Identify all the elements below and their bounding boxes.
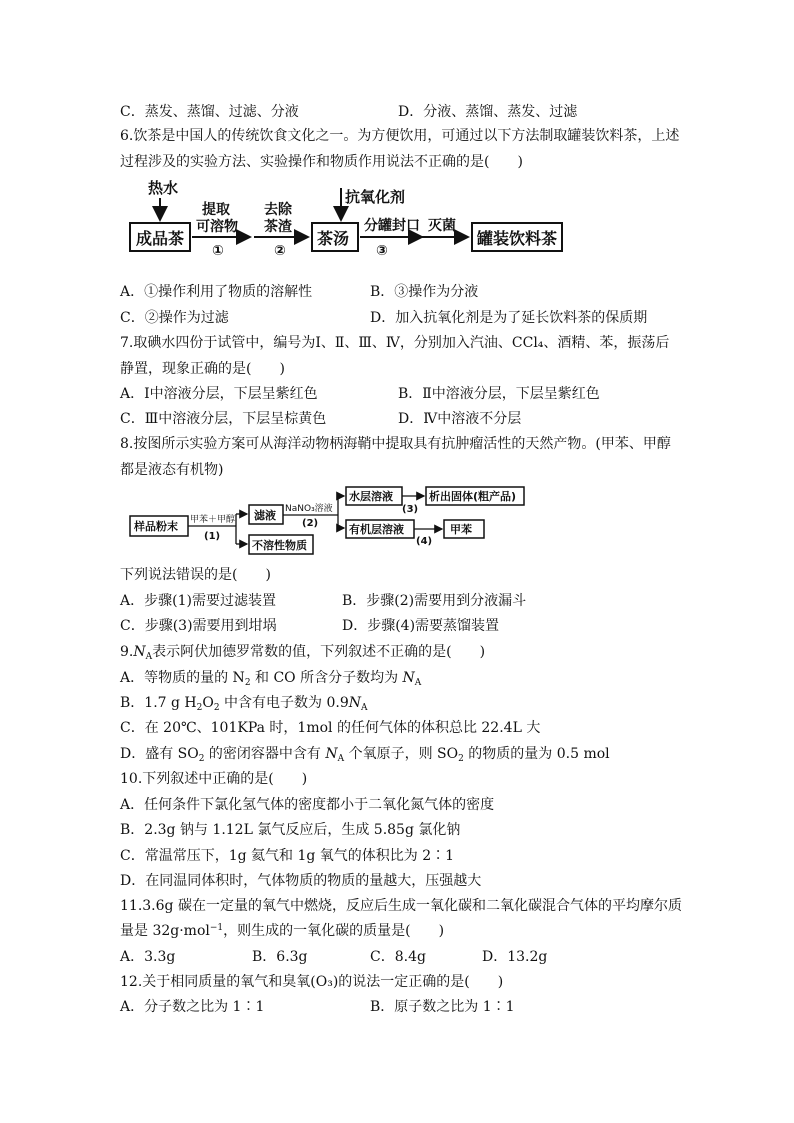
q10-option-b: B．2.3g 钠与 1.12L 氯气反应后，生成 5.85g 氯化钠 bbox=[120, 822, 461, 838]
q6-option-a: A．①操作利用了物质的溶解性 bbox=[120, 284, 313, 300]
q9-option-b-sub: 2 bbox=[196, 703, 203, 713]
q9-option-a-na: N bbox=[402, 670, 415, 686]
q7-option-d: D．Ⅳ中溶液不分层 bbox=[398, 411, 522, 427]
q6-arrow1-top: 提取 bbox=[202, 202, 230, 218]
q11-option-a: A．3.3g bbox=[120, 949, 176, 965]
q6-option-d: D．加入抗氧化剂是为了延长饮料茶的保质期 bbox=[370, 310, 648, 326]
q9-option-b-na-sub: A bbox=[361, 703, 368, 713]
q6-box-tea-soup-label: 茶汤 bbox=[317, 229, 350, 248]
q8-box-filtrate-label: 滤液 bbox=[254, 509, 276, 522]
q8-box-organic-label: 有机层溶液 bbox=[349, 523, 404, 536]
q11-option-b: B．6.3g bbox=[252, 949, 308, 965]
q9-option-d-pre: D．盛有 SO bbox=[120, 746, 199, 762]
q8-option-a: A．步骤(1)需要过滤装置 bbox=[120, 593, 276, 609]
q6-stem-line2: 过程涉及的实验方法、实验操作和物质作用说法不正确的是( ) bbox=[120, 154, 523, 170]
q11-option-d: D．13.2g bbox=[482, 949, 548, 965]
q6-arrow1-bottom: 可溶物 bbox=[196, 219, 238, 235]
q6-arrow2-bottom: 茶渣 bbox=[264, 219, 292, 235]
q8-step3-num: (3) bbox=[402, 504, 419, 515]
q9-option-d-sub2: 2 bbox=[458, 754, 464, 764]
q11-stem-line2-post: ，则生成的一氧化碳的质量是( ) bbox=[223, 923, 445, 939]
q11-stem-line2-sup: −1 bbox=[209, 923, 224, 933]
q6-arrow4-top: 灭菌 bbox=[428, 218, 456, 234]
q8-box-toluene-label: 甲苯 bbox=[450, 523, 472, 536]
q8-box-sample-label: 样品粉末 bbox=[134, 520, 178, 533]
q10-option-c: C．常温常压下，1g 氦气和 1g 氧气的体积比为 2∶1 bbox=[120, 848, 455, 864]
q10-option-d: D．在同温同体积时，气体物质的物质的量越大，压强越大 bbox=[120, 873, 482, 889]
q9-option-b-o: O bbox=[202, 695, 214, 711]
q9-stem-na-sub: A bbox=[145, 652, 153, 662]
q7-option-c: C．Ⅲ中溶液分层，下层呈棕黄色 bbox=[120, 411, 327, 427]
q9-stem-text: 表示阿伏加德罗常数的值，下列叙述不正确的是( ) bbox=[152, 644, 486, 660]
q8-stem-line2: 都是液态有机物) bbox=[120, 462, 224, 478]
q6-flow-diagram bbox=[126, 178, 566, 258]
q8-step1-num: (1) bbox=[204, 531, 221, 542]
q11-stem-line2 bbox=[120, 922, 444, 940]
q9-option-b bbox=[120, 694, 368, 712]
q8-step1-label: 甲苯＋甲醇 bbox=[190, 515, 236, 525]
q8-step2-num: (2) bbox=[302, 518, 319, 529]
q8-step4-num: (4) bbox=[416, 536, 433, 547]
q10-option-a: A．任何条件下氯化氢气体的密度都小于二氧化氮气体的密度 bbox=[120, 797, 495, 813]
q9-option-b-na: N bbox=[348, 695, 361, 711]
q8-process-diagram bbox=[128, 484, 528, 556]
q8-stem-line1: 8.按图所示实验方案可从海洋动物柄海鞘中提取具有抗肿瘤活性的天然产物。(甲苯、甲醇 bbox=[120, 436, 671, 452]
q7-option-a: A．Ⅰ中溶液分层，下层呈紫红色 bbox=[120, 386, 318, 402]
q6-hot-water-label: 热水 bbox=[148, 179, 179, 197]
q6-arrow3-num: ③ bbox=[376, 243, 388, 258]
q9-stem bbox=[120, 643, 485, 661]
q8-step2-label: NaNO₃溶液 bbox=[285, 504, 333, 514]
q8-box-aqueous-label: 水层溶液 bbox=[349, 490, 393, 503]
q6-arrow1-num: ① bbox=[212, 243, 224, 258]
q9-option-b-pre: B．1.7 g H bbox=[120, 695, 197, 711]
q9-option-d-mid2: 个氧原子，则 SO bbox=[344, 746, 459, 762]
q6-arrow2-num: ② bbox=[274, 243, 286, 258]
q6-box-finished-tea-label: 成品茶 bbox=[136, 229, 185, 248]
q11-stem-line2-pre: 量是 32g·mol bbox=[120, 923, 210, 939]
q9-option-a-na-sub: A bbox=[414, 678, 422, 688]
q12-option-b: B．原子数之比为 1∶1 bbox=[370, 999, 515, 1015]
q6-arrow2-top: 去除 bbox=[264, 202, 292, 218]
q9-option-d-end: 的物质的量为 0.5 mol bbox=[463, 746, 610, 762]
q6-antioxidant-label: 抗氧化剂 bbox=[345, 188, 406, 206]
q9-option-a-pre: A．等物质的量的 N bbox=[120, 670, 245, 686]
q9-option-d bbox=[120, 745, 610, 763]
q10-stem: 10.下列叙述中正确的是( ) bbox=[120, 771, 308, 787]
q8-option-c: C．步骤(3)需要用到坩埚 bbox=[120, 618, 277, 634]
q8-option-b: B．步骤(2)需要用到分液漏斗 bbox=[342, 593, 527, 609]
q9-option-b-sub2: 2 bbox=[213, 703, 220, 713]
q9-option-d-na: N bbox=[325, 746, 338, 762]
q6-box-canned-tea-label: 罐装饮料茶 bbox=[477, 229, 558, 248]
q9-stem-num: 9. bbox=[120, 644, 134, 660]
q9-option-a-mid: 和 CO 所含分子数均为 bbox=[250, 670, 403, 686]
q8-option-d: D．步骤(4)需要蒸馏装置 bbox=[342, 618, 500, 634]
q9-option-a-sub: 2 bbox=[244, 678, 251, 688]
q9-option-a bbox=[120, 669, 421, 687]
q8-box-insoluble-label: 不溶性物质 bbox=[252, 539, 307, 552]
q6-arrow3-top: 分罐封口 bbox=[364, 218, 420, 234]
q11-option-c: C．8.4g bbox=[370, 949, 426, 965]
q12-stem: 12.关于相同质量的氧气和臭氧(O₃)的说法一定正确的是( ) bbox=[120, 974, 504, 990]
q8-ask: 下列说法错误的是( ) bbox=[120, 567, 271, 583]
q9-option-d-mid: 的密闭容器中含有 bbox=[204, 746, 326, 762]
q6-option-c: C．②操作为过滤 bbox=[120, 310, 229, 326]
q8-box-product-label: 析出固体(粗产品) bbox=[429, 490, 517, 503]
q9-option-b-mid: 中含有电子数为 0.9 bbox=[219, 695, 349, 711]
q9-stem-na: N bbox=[133, 644, 146, 660]
q9-option-c: C．在 20℃、101KPa 时，1mol 的任何气体的体积总比 22.4L 大 bbox=[120, 720, 541, 736]
q5-option-c: C．蒸发、蒸馏、过滤、分液 bbox=[120, 104, 299, 120]
q7-stem-line1: 7.取碘水四份于试管中，编号为Ⅰ、Ⅱ、Ⅲ、Ⅳ，分别加入汽油、CCl₄、酒精、苯，振荡后 bbox=[120, 335, 670, 351]
q6-stem-line1: 6.饮茶是中国人的传统饮食文化之一。为方便饮用，可通过以下方法制取罐装饮料茶，上述 bbox=[120, 128, 680, 144]
q9-option-d-na-sub: A bbox=[337, 754, 345, 764]
q11-stem-line1: 11.3.6g 碳在一定量的氧气中燃烧，反应后生成一氧化碳和二氧化碳混合气体的平均摩尔质 bbox=[120, 898, 682, 914]
q6-option-b: B．③操作为分液 bbox=[370, 284, 479, 300]
q9-option-d-sub: 2 bbox=[198, 754, 205, 764]
q5-option-d: D．分液、蒸馏、蒸发、过滤 bbox=[398, 104, 578, 120]
q7-stem-line2: 静置，现象正确的是( ) bbox=[120, 361, 285, 377]
q12-option-a: A．分子数之比为 1∶1 bbox=[120, 999, 265, 1015]
q7-option-b: B．Ⅱ中溶液分层，下层呈紫红色 bbox=[398, 386, 600, 402]
